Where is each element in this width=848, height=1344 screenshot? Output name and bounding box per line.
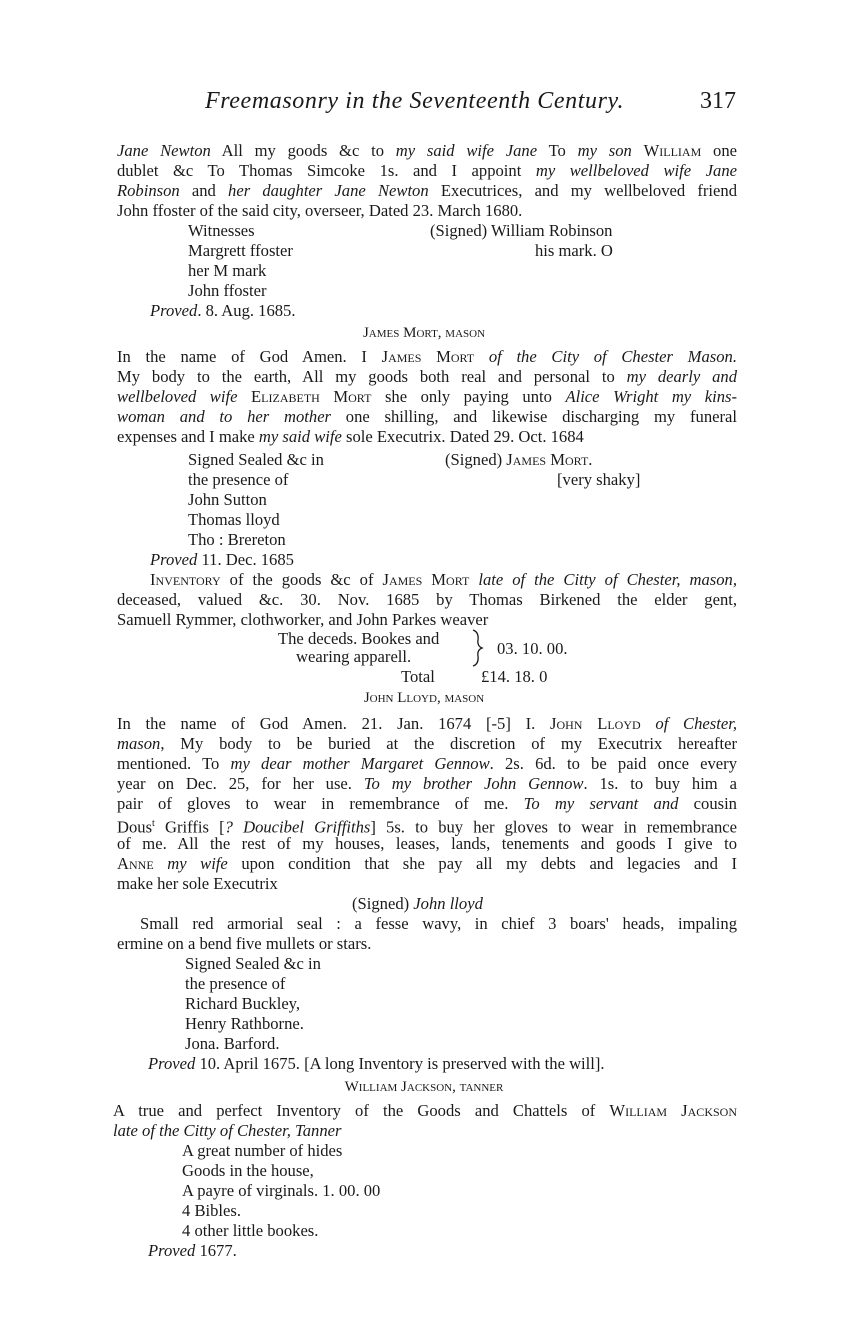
witnesses-label: Witnesses	[188, 221, 255, 240]
witness-line: Signed Sealed &c in	[185, 954, 321, 973]
signature: (Signed) William Robinson	[430, 221, 613, 240]
text-line: Anne my wife upon condition that she pay all my debts and legacies and I	[117, 854, 737, 873]
text-line: year on Dec. 25, for her use. To my brother John Gennow. 1s. to buy him a	[117, 774, 737, 793]
text-line: of me. All the rest of my houses, leases, lands, tenements and goods I give to	[117, 834, 737, 853]
proved-date: Proved. 8. Aug. 1685.	[150, 301, 296, 320]
witness-name: Richard Buckley,	[185, 994, 301, 1013]
text-line: wellbeloved wife Elizabeth Mort she only paying unto Alice Wright my kins-	[117, 387, 737, 406]
section-heading: James Mort, mason	[362, 325, 486, 341]
witness-line: Signed Sealed &c in	[188, 450, 324, 469]
text-line: My body to the earth, All my goods both real and personal to my dearly and	[117, 367, 737, 386]
signature-note: [very shaky]	[557, 470, 641, 489]
text-line: expenses and I make my said wife sole Executrix. Dated 29. Oct. 1684	[117, 427, 584, 446]
text-line: deceased, valued &c. 30. Nov. 1685 by Thomas Birkened the elder gent,	[117, 590, 737, 609]
mark-note: his mark. O	[535, 241, 613, 260]
mark-note: her M mark	[188, 261, 267, 280]
proved-date: Proved 10. April 1675. [A long Inventory is preserved with the will].	[148, 1054, 605, 1073]
witness-name: Thomas lloyd	[188, 510, 280, 529]
proved-date: Proved 11. Dec. 1685	[150, 550, 294, 569]
text-line: A true and perfect Inventory of the Goods and Chattels of William Jackson	[113, 1101, 737, 1120]
brace-icon	[470, 628, 484, 668]
total-label: Total	[401, 667, 435, 686]
section-heading: John Lloyd, mason	[363, 690, 485, 706]
inventory-item: The deceds. Bookes and	[278, 629, 440, 648]
witness-name: John ffoster	[188, 281, 267, 300]
running-header	[0, 88, 848, 122]
text-line: mentioned. To my dear mother Margaret Gennow. 2s. 6d. to be paid once every	[117, 754, 737, 773]
witness-name: Tho : Brereton	[188, 530, 286, 549]
witness-name: Henry Rathborne.	[185, 1014, 304, 1033]
page-title: Freemasonry in the Seventeenth Century.	[205, 88, 625, 114]
inventory-item: 4 other little bookes.	[182, 1221, 319, 1240]
text-line: In the name of God Amen. 21. Jan. 1674 [-5] I. John Lloyd of Chester,	[117, 714, 737, 733]
proved-date: Proved 1677.	[148, 1241, 237, 1260]
text-line: Samuell Rymmer, clothworker, and John Parkes weaver	[117, 610, 489, 629]
inventory-item: 4 Bibles.	[182, 1201, 242, 1220]
inventory-item: A payre of virginals. 1. 00. 00	[182, 1181, 381, 1200]
text-line: make her sole Executrix	[117, 874, 278, 893]
text-line: Robinson and her daughter Jane Newton Executrices, and my wellbeloved friend	[117, 181, 737, 200]
text-line: dublet &c To Thomas Simcoke 1s. and I appoint my wellbeloved wife Jane	[117, 161, 737, 180]
total-amount: £14. 18. 0	[481, 667, 548, 686]
signature: (Signed) John lloyd	[352, 894, 483, 913]
inventory-amount: 03. 10. 00.	[497, 639, 568, 658]
text-line: Inventory of the goods &c of James Mort late of the Citty of Chester, mason,	[150, 570, 737, 589]
text-line: woman and to her mother one shilling, and likewise discharging my funeral	[117, 407, 737, 426]
witness-line: the presence of	[188, 470, 289, 489]
page-number: 317	[700, 88, 736, 114]
witness-name: John Sutton	[188, 490, 267, 509]
text-line: John ffoster of the said city, overseer, Dated 23. March 1680.	[117, 201, 523, 220]
witness-name: Margrett ffoster	[188, 241, 293, 260]
text-line: late of the Citty of Chester, Tanner	[113, 1121, 342, 1140]
text-line: Jane Newton All my goods &c to my said wife Jane To my son William one	[117, 141, 737, 160]
text-line: Dous$^t$ Griffis [? Doucibel Griffiths] 5s. to buy her gloves to wear in remembrance	[117, 817, 737, 837]
inventory-item: A great number of hides	[182, 1141, 343, 1160]
inventory-item: wearing apparell.	[296, 647, 412, 666]
text-line: In the name of God Amen. I James Mort of the City of Chester Mason.	[117, 347, 737, 366]
seal-description: ermine on a bend five mullets or stars.	[117, 934, 372, 953]
inventory-item: Goods in the house,	[182, 1161, 314, 1180]
signature: (Signed) James Mort.	[445, 450, 593, 469]
section-heading: William Jackson, tanner	[344, 1079, 504, 1095]
text-line: pair of gloves to wear in remembrance of me. To my servant and cousin	[117, 794, 737, 813]
text-line: mason, My body to be buried at the discretion of my Executrix hereafter	[117, 734, 737, 753]
seal-description: Small red armorial seal : a fesse wavy, in chief 3 boars' heads, impaling	[140, 914, 737, 933]
witness-name: Jona. Barford.	[185, 1034, 280, 1053]
witness-line: the presence of	[185, 974, 286, 993]
